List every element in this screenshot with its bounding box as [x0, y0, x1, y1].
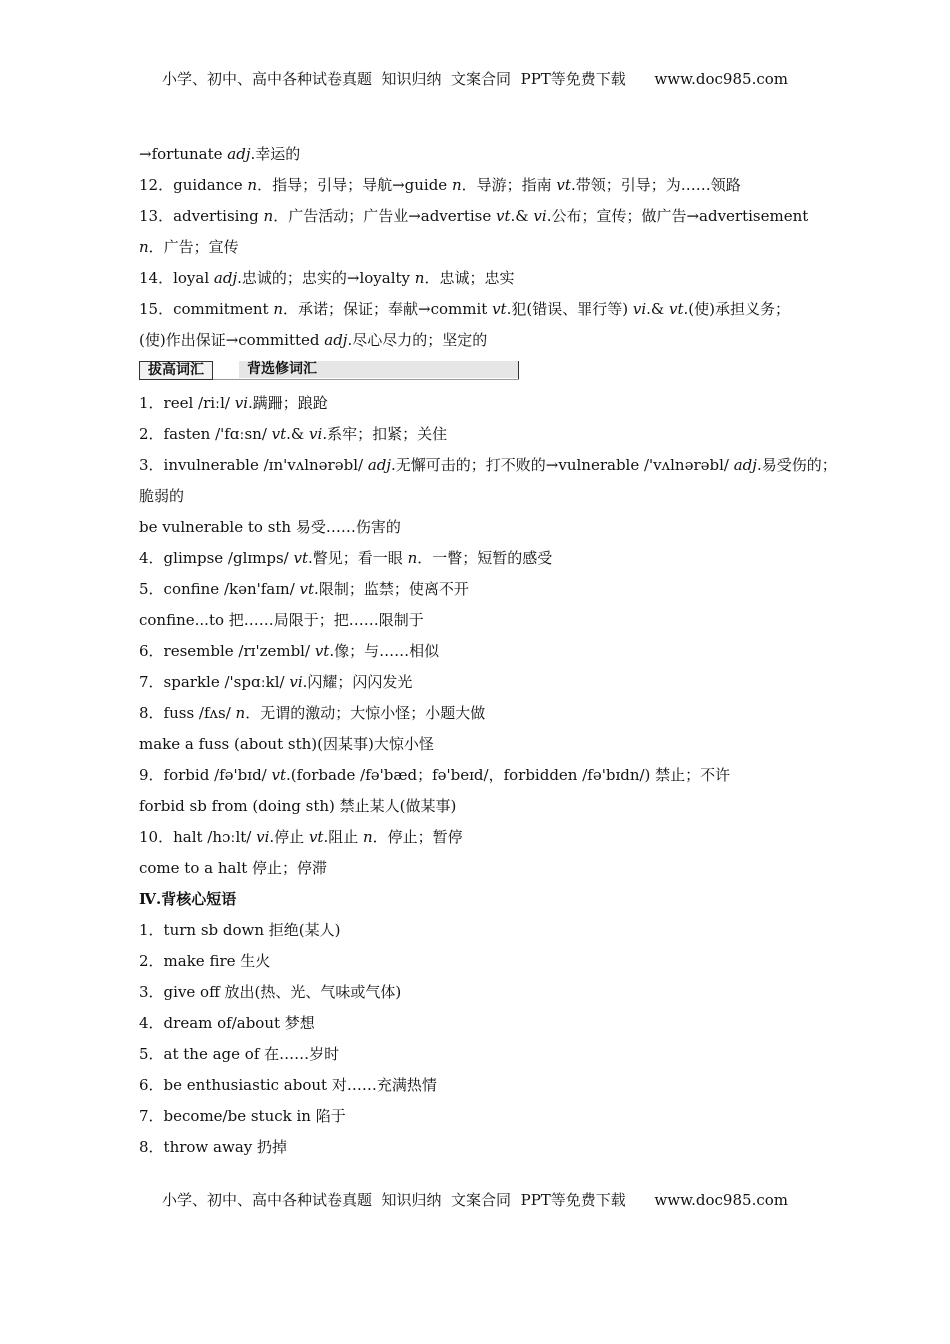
vocab-1-reel — [139, 389, 829, 420]
entry-13-advertising — [139, 202, 829, 233]
phrase-item: 6．be enthusiastic about 对……充满热情 — [139, 1076, 437, 1094]
text: 2．fasten /'fɑːsn/ — [139, 425, 272, 443]
text: 6．resemble /rɪ'zembl/ — [139, 642, 315, 660]
pos: vt — [271, 766, 287, 784]
text: 5．confine /kən'faɪn/ — [139, 580, 300, 598]
section-tag: 拔高词汇 — [139, 361, 213, 380]
page-header: 小学、初中、高中各种试卷真题 知识归纳 文案合同 PPT等免费下载 www.doc985.com — [161, 70, 788, 88]
phrase-item: 5．at the age of 在……岁时 — [139, 1045, 340, 1063]
pos: adj — [733, 456, 757, 474]
text: 7．sparkle /'spɑːkl/ — [139, 673, 290, 691]
phrase-item: 3．give off 放出(热、光、气味或气体) — [139, 983, 402, 1001]
text: ．忠诚；忠实 — [424, 269, 515, 287]
pos: vi — [234, 394, 249, 412]
vocab-3-continued: 脆弱的 — [139, 487, 185, 505]
pos: vt — [496, 207, 511, 225]
pos: vt — [293, 549, 309, 567]
pos: vt — [556, 176, 571, 194]
pos: n — [247, 176, 258, 194]
vocab-3-phrase: be vulnerable to sth 易受……伤害的 — [139, 518, 401, 536]
pos: n — [451, 176, 462, 194]
pos: n — [235, 704, 246, 722]
pos: n — [414, 269, 425, 287]
text: .& — [646, 300, 670, 318]
pos: vt — [492, 300, 507, 318]
text: .带领；引导；为……领路 — [570, 176, 741, 194]
text: .限制；监禁；使离不开 — [314, 580, 469, 598]
document-body — [139, 140, 837, 1164]
text: 1．reel /riːl/ — [139, 394, 235, 412]
text: .& — [286, 425, 310, 443]
pos: adj — [324, 331, 348, 349]
pos: n — [363, 828, 373, 846]
text: .犯(错误、罪行等) — [506, 300, 633, 318]
text: 8．fuss /fʌs/ — [139, 704, 236, 722]
text: 3．invulnerable /ɪn'vʌlnərəbl/ — [139, 456, 368, 474]
vocab-8-fuss — [139, 699, 829, 730]
pos: vt — [299, 580, 315, 598]
pos: vi — [309, 425, 323, 443]
text: ．承诺；保证；奉献→commit — [283, 300, 493, 318]
text: 15．commitment — [139, 300, 274, 318]
text: (使)作出保证→committed — [139, 331, 325, 349]
vocab-7-sparkle — [139, 668, 829, 699]
section-bar-end — [518, 361, 519, 379]
phrase-item: 7．become/be stuck in 陷于 — [139, 1107, 346, 1125]
text: .& — [510, 207, 534, 225]
phrases-heading: Ⅳ.背核心短语 — [139, 890, 237, 908]
text: ．导游；指南 — [461, 176, 557, 194]
vocab-4-glimpse — [139, 544, 829, 575]
pos: n — [407, 549, 418, 567]
entry-13-continued — [139, 233, 829, 264]
phrase-item: 4．dream of/about 梦想 — [139, 1014, 315, 1032]
entry-fortunate — [139, 140, 829, 171]
text: ．无谓的激动；大惊小怪；小题大做 — [245, 704, 486, 722]
text: ．广告；宣传 — [148, 238, 239, 256]
entry-15-continued — [139, 326, 829, 357]
text: ．指导；引导；导航→guide — [257, 176, 452, 194]
text: .像；与……相似 — [329, 642, 440, 660]
pos: adj — [227, 145, 251, 163]
vocab-9-phrase: forbid sb from (doing sth) 禁止某人(做某事) — [139, 797, 457, 815]
phrase-item: 2．make fire 生火 — [139, 952, 271, 970]
text: ．停止；暂停 — [372, 828, 463, 846]
text: ．广告活动；广告业→advertise — [273, 207, 496, 225]
vocab-6-resemble — [139, 637, 829, 668]
text: 12．guidance — [139, 176, 248, 194]
text: 9．forbid /fə'bɪd/ — [139, 766, 272, 784]
pos: vt — [308, 828, 324, 846]
text: .无懈可击的；打不败的→vulnerable /'vʌlnərəbl/ — [391, 456, 734, 474]
section-subtitle: 背选修词汇 — [239, 361, 519, 378]
vocab-2-fasten — [139, 420, 829, 451]
text: ．一瞥；短暂的感受 — [417, 549, 553, 567]
vocab-9-forbid — [139, 761, 829, 792]
text: .忠诚的；忠实的→loyalty — [237, 269, 415, 287]
vocab-5-confine — [139, 575, 829, 606]
phrase-item: 8．throw away 扔掉 — [139, 1138, 288, 1156]
text: .(forbade /fə'bæd；fə'beɪd/，forbidden /fə'bɪdn/) 禁止；不许 — [286, 766, 731, 784]
vocab-8-phrase: make a fuss (about sth)(因某事)大惊小怪 — [139, 735, 434, 753]
text: .闪耀；闪闪发光 — [302, 673, 413, 691]
text: .系牢；扣紧；关住 — [322, 425, 448, 443]
pos: vi — [533, 207, 547, 225]
pos: adj — [367, 456, 392, 474]
text: 4．glimpse /glɪmps/ — [139, 549, 294, 567]
text: →fortunate — [139, 145, 228, 163]
text: .(使)承担义务； — [683, 300, 791, 318]
phrase-item: 1．turn sb down 拒绝(某人) — [139, 921, 341, 939]
pos: n — [273, 300, 284, 318]
pos: vi — [289, 673, 303, 691]
pos: vt — [669, 300, 684, 318]
vocab-10-phrase: come to a halt 停止；停滞 — [139, 859, 328, 877]
pos: adj — [213, 269, 238, 287]
entry-12-guidance — [139, 171, 829, 202]
vocab-3-invulnerable — [139, 451, 837, 482]
pos: vt — [271, 425, 287, 443]
text: .幸运的 — [250, 145, 301, 163]
pos: n — [263, 207, 274, 225]
pos: vt — [314, 642, 330, 660]
text: .蹒跚；踉跄 — [248, 394, 328, 412]
text: .阻止 — [323, 828, 363, 846]
text: 10．halt /hɔːlt/ — [139, 828, 257, 846]
page-footer: 小学、初中、高中各种试卷真题 知识归纳 文案合同 PPT等免费下载 www.doc985.com — [161, 1191, 788, 1209]
text: .瞥见；看一眼 — [308, 549, 408, 567]
text: 14．loyal — [139, 269, 214, 287]
entry-14-loyal — [139, 264, 829, 295]
text: .公布；宣传；做广告→advertisement — [546, 207, 809, 225]
text: .停止 — [269, 828, 309, 846]
section-bar-advanced-vocab — [139, 361, 519, 380]
vocab-5-phrase: confine...to 把……局限于；把……限制于 — [139, 611, 424, 629]
vocab-10-halt — [139, 823, 829, 854]
entry-15-commitment — [139, 295, 829, 326]
text: .尽心尽力的；坚定的 — [347, 331, 488, 349]
pos: vi — [632, 300, 647, 318]
text: 13．advertising — [139, 207, 264, 225]
pos: n — [139, 238, 149, 256]
pos: vi — [256, 828, 270, 846]
text: .易受伤的； — [756, 456, 837, 474]
